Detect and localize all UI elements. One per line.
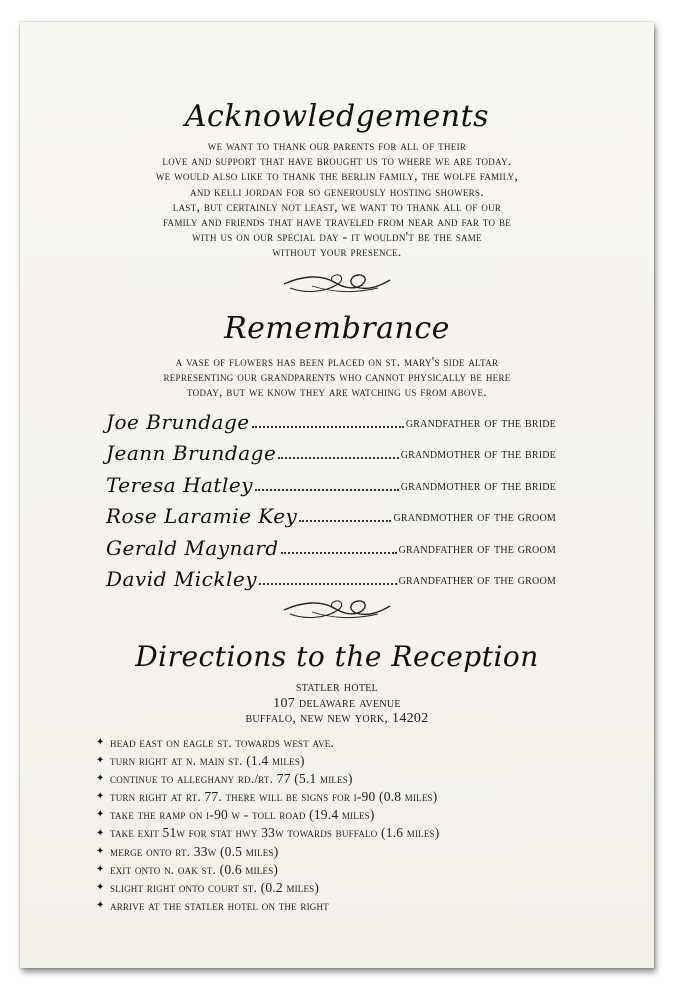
list-item: [106, 465, 556, 497]
diamond-star-icon: ✦: [96, 881, 105, 893]
diamond-star-icon: ✦: [96, 773, 105, 785]
diamond-star-icon: ✦: [96, 755, 105, 767]
person-name: Jeann Brundage: [106, 441, 277, 465]
list-item: [96, 897, 596, 915]
direction-step: exit onto n. oak st. (0.6 miles): [110, 861, 279, 877]
diamond-star-icon: ✦: [96, 899, 105, 911]
diamond-star-icon: ✦: [96, 863, 105, 875]
direction-step: head east on eagle st. towards west ave.: [110, 735, 335, 750]
leader-dots: [281, 552, 397, 554]
flourish-scroll-icon: [282, 596, 392, 622]
acknowledgements-line: with us on our special day - it wouldn't be the same: [192, 229, 482, 245]
leader-dots: [252, 426, 404, 428]
list-item: [96, 806, 596, 824]
acknowledgements-title: Acknowledgements: [184, 99, 490, 134]
directions-list: [96, 734, 596, 915]
acknowledgements-line: we want to thank our parents for all of their: [207, 138, 467, 153]
list-item: [96, 879, 596, 897]
person-role: grandmother of the bride: [400, 447, 556, 462]
leader-dots: [259, 583, 397, 585]
list-item: [96, 734, 596, 752]
person-name: Teresa Hatley: [106, 472, 253, 497]
person-name: Rose Laramie Key: [106, 504, 298, 528]
diamond-star-icon: ✦: [96, 809, 105, 821]
leader-dots: [299, 520, 391, 522]
acknowledgements-line: love and support that have brought us to where we are today.: [162, 153, 512, 169]
directions-title: Directions to the Reception: [135, 640, 539, 673]
list-item: [106, 402, 556, 434]
acknowledgements-line: last, but certainly not least, we want to thank all of our: [172, 198, 502, 214]
acknowledgements-line: we would also like to thank the berlin family, the wolfe family,: [155, 168, 519, 184]
leader-dots: [255, 489, 399, 491]
list-item: [96, 788, 596, 806]
flourish-scroll-icon: [282, 270, 392, 296]
person-role: grandfather of the groom: [398, 573, 556, 588]
leader-dots: [278, 457, 398, 459]
list-item: [106, 497, 556, 529]
person-role: grandfather of the bride: [405, 415, 556, 431]
reception-address: [20, 680, 654, 727]
diamond-star-icon: ✦: [96, 791, 105, 803]
remembrance-line: a vase of flowers has been placed on st. mary's side altar: [175, 354, 499, 369]
list-item: [96, 770, 596, 788]
person-name: Gerald Maynard: [106, 535, 279, 560]
acknowledgements-line: without your presence.: [272, 244, 402, 260]
list-item: [96, 824, 596, 842]
list-item: [96, 843, 596, 861]
diamond-star-icon: ✦: [96, 737, 105, 749]
venue-city: buffalo, new new york, 14202: [245, 711, 429, 726]
program-card: [20, 22, 654, 968]
direction-step: merge onto rt. 33w (0.5 miles): [110, 843, 279, 859]
person-role: grandmother of the bride: [400, 478, 556, 494]
person-name: David Mickley: [106, 567, 258, 591]
direction-step: turn right at n. main st. (1.4 miles): [110, 753, 305, 769]
diamond-star-icon: ✦: [96, 845, 105, 857]
list-item: [106, 434, 556, 466]
list-item: [106, 528, 556, 560]
direction-step: continue to alleghany rd./rt. 77 (5.1 miles): [110, 771, 353, 787]
direction-step: take the ramp on i-90 w - toll road (19.4 miles): [110, 807, 375, 823]
direction-step: turn right at rt. 77. there will be signs for i-90 (0.8 miles): [110, 789, 438, 805]
person-name: Joe Brundage: [106, 409, 250, 434]
direction-step: take exit 51w for stat hwy 33w towards buffalo (1.6 miles): [110, 825, 440, 841]
acknowledgements-line: and kelli jordan for so generously hosting showers.: [190, 183, 484, 199]
list-item: [96, 752, 596, 770]
venue-street: 107 delaware avenue: [273, 695, 401, 711]
remembrance-list: [106, 402, 556, 591]
person-role: grandmother of the groom: [393, 510, 556, 525]
person-role: grandfather of the groom: [398, 541, 556, 557]
remembrance-line: representing our grandparents who cannot physically be here: [163, 369, 511, 385]
list-item: [106, 560, 556, 592]
direction-step: arrive at the statler hotel on the right: [110, 897, 329, 913]
remembrance-title: Remembrance: [224, 311, 450, 346]
diamond-star-icon: ✦: [96, 827, 105, 839]
acknowledgements-text: [60, 138, 614, 260]
acknowledgements-line: family and friends that have traveled from near and far to be: [162, 214, 512, 230]
venue-name: statler hotel: [295, 680, 379, 695]
remembrance-text: [60, 354, 614, 400]
direction-step: slight right onto court st. (0.2 miles): [110, 879, 320, 895]
list-item: [96, 861, 596, 879]
remembrance-line: today, but we know they are watching us from above.: [187, 384, 487, 400]
